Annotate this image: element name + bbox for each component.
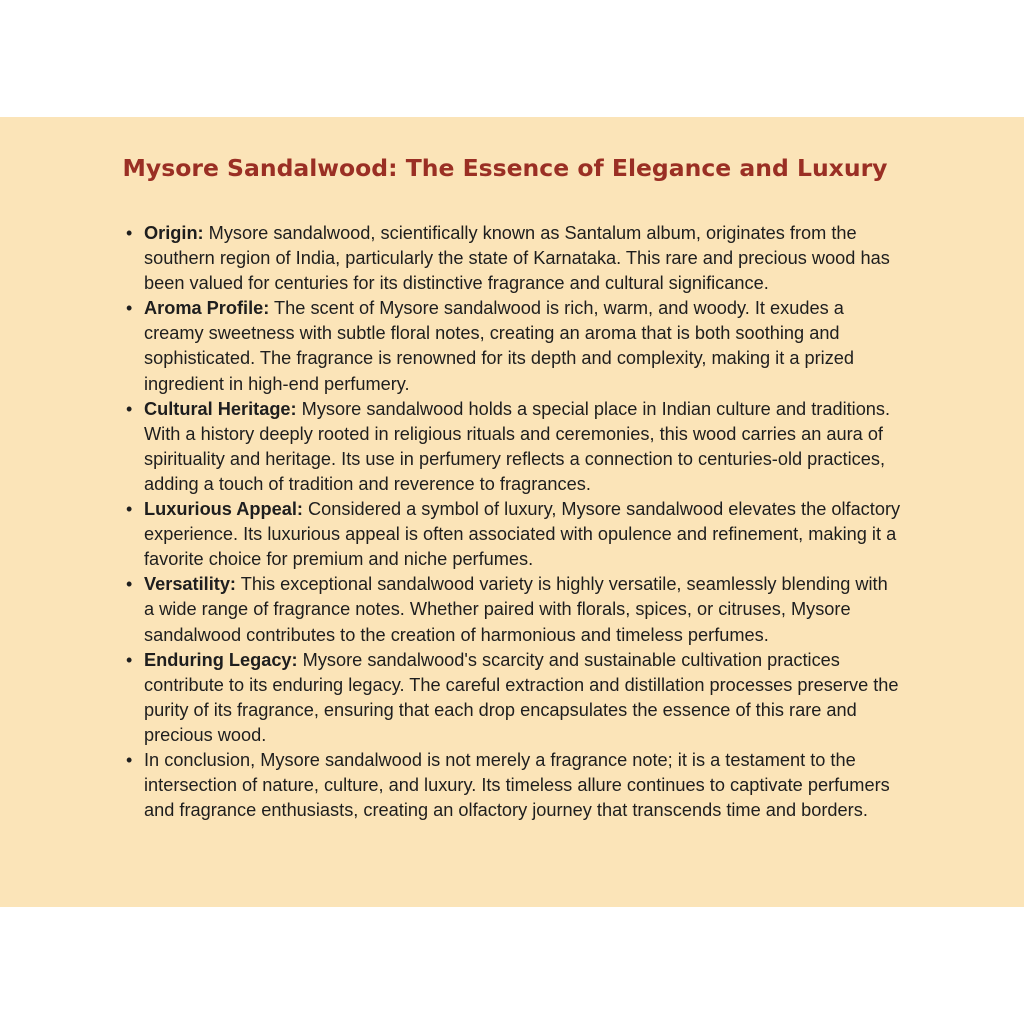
content-panel <box>0 117 1024 907</box>
page-title: Mysore Sandalwood: The Essence of Elegance and Luxury <box>122 154 888 182</box>
list-item-luxurious-appeal <box>126 497 901 572</box>
list-item-enduring-legacy <box>126 648 901 748</box>
list-item-versatility <box>126 572 901 647</box>
bullet-icon: • <box>126 298 133 319</box>
bullet-icon: • <box>126 499 133 520</box>
bullet-list <box>126 221 901 823</box>
item-text: Considered a symbol of luxury, Mysore sandalwood elevates the olfactory experience. Its luxurious appeal is often associated with opulence and refinement, making it a favorite choice for premium and niche perfumes. <box>144 499 901 570</box>
list-item-aroma-profile <box>126 296 901 396</box>
bullet-icon: • <box>126 749 133 770</box>
bullet-icon: • <box>126 574 133 595</box>
bullet-icon: • <box>126 223 133 243</box>
item-text: This exceptional sandalwood variety is highly versatile, seamlessly blending with a wide range of fragrance notes. Whether paired with florals, spices, or citruses, Mysore sandalwood contributes to the creation of harmonious and timeless perfumes. <box>144 574 888 645</box>
item-label: Luxurious Appeal: <box>144 499 303 520</box>
list-item-cultural-heritage <box>126 397 901 497</box>
item-label: Enduring Legacy: <box>144 649 298 670</box>
list-item-conclusion <box>126 748 901 823</box>
item-text: Mysore sandalwood holds a special place in Indian culture and traditions. With a history deeply rooted in religious rituals and ceremonies, this wood carries an aura of spirituality and heritage. Its use in perfumery reflects a connection to centuries-old practices, adding a touch of tradition and reverence to fragrances. <box>144 398 891 494</box>
bullet-icon: • <box>126 398 133 419</box>
list-item-origin <box>126 221 901 296</box>
item-text: In conclusion, Mysore sandalwood is not merely a fragrance note; it is a testament to the intersection of nature, culture, and luxury. Its timeless allure continues to captivate perfumers and fragrance enthusiasts, creating an olfactory journey that transcends time and borders. <box>144 749 890 821</box>
bullet-icon: • <box>126 649 133 670</box>
item-label: Aroma Profile: <box>144 298 270 319</box>
item-label: Cultural Heritage: <box>144 398 297 419</box>
item-label: Origin: <box>144 223 204 243</box>
item-label: Versatility: <box>144 574 236 595</box>
item-text: The scent of Mysore sandalwood is rich, warm, and woody. It exudes a creamy sweetness with subtle floral notes, creating an aroma that is both soothing and sophisticated. The fragrance is renowned for its depth and complexity, making it a prized ingredient in high-end perfumery. <box>144 298 855 394</box>
item-text: Mysore sandalwood's scarcity and sustainable cultivation practices contribute to its enduring legacy. The careful extraction and distillation processes preserve the purity of its fragrance, ensuring that each drop encapsulates the essence of this rare and precious wood. <box>144 649 899 745</box>
item-text: Mysore sandalwood, scientifically known as Santalum album, originates from the southern region of India, particularly the state of Karnataka. This rare and precious wood has been valued for centuries for its distinctive fragrance and cultural significance. <box>144 223 890 294</box>
